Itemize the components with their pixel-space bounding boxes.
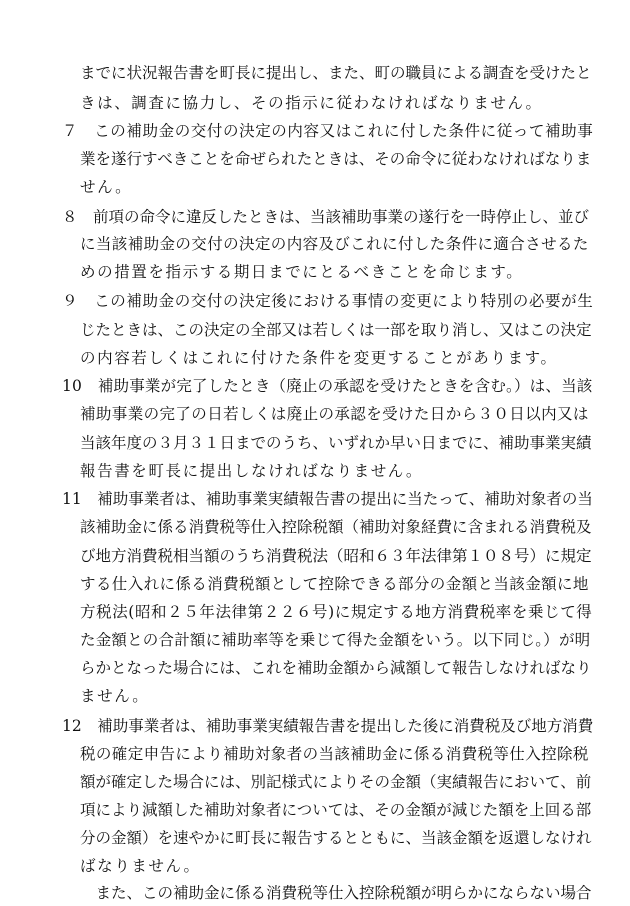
text-line: 当該年度の３月３１日までのうち、いずれか早い日までに、補助事業実績 xyxy=(80,434,592,452)
text-line: 額が確定した場合には、別記様式によりその金額（実績報告において、前 xyxy=(80,773,592,791)
text-line: ９ この補助金の交付の決定後における事情の変更により特別の必要が生 xyxy=(62,292,594,310)
text-line: めの措置を指示する期日までにとるべきことを命じます。 xyxy=(80,263,524,281)
text-line: 報告書を町長に提出しなければなりません。 xyxy=(80,462,423,480)
text-line: ８ 前項の命令に違反したときは、当該補助事業の遂行を一時停止し、並び xyxy=(62,208,590,226)
text-line: 11 補助事業者は、補助事業実績報告書の提出に当たって、補助対象者の当 xyxy=(62,490,593,508)
text-line: きは、調査に協力し、その指示に従わなければなりません。 xyxy=(80,94,543,112)
text-line: までに状況報告書を町長に提出し、また、町の職員による調査を受けたと xyxy=(80,64,592,82)
text-line: ません。 xyxy=(80,687,150,705)
text-line: 該補助金に係る消費税等仕入控除税額（補助対象経費に含まれる消費税及 xyxy=(80,518,592,536)
text-line: 10 補助事業が完了したとき（廃止の承認を受けたときを含む。）は、当該 xyxy=(62,377,593,395)
text-line: する仕入れに係る消費税額として控除できる部分の金額と当該金額に地 xyxy=(80,575,589,593)
text-line: 12 補助事業者は、補助事業実績報告書を提出した後に消費税及び地方消費 xyxy=(62,717,594,735)
text-line: せん。 xyxy=(80,178,133,196)
text-line: 分の金額）を速やかに町長に報告するとともに、当該金額を返還しなけれ xyxy=(80,829,592,847)
text-line: た金額との合計額に補助率等を乗じて得た金額をいう。以下同じ。）が明 xyxy=(80,631,591,649)
text-line: に当該補助金の交付の決定の内容及びこれに付した条件に適合させるた xyxy=(80,235,589,253)
text-line: 補助事業の完了の日若しくは廃止の承認を受けた日から３０日以内又は xyxy=(80,405,589,423)
text-line: び地方消費税相当額のうち消費税法（昭和６３年法律第１０８号）に規定 xyxy=(80,547,592,565)
text-line: 税の確定申告により補助対象者の当該補助金に係る消費税等仕入控除税 xyxy=(80,745,589,763)
text-line: 業を遂行すべきことを命ぜられたときは、その命令に従わなければなりま xyxy=(80,150,592,168)
text-line: 方税法(昭和２５年法律第２２６号)に規定する地方消費税率を乗じて得 xyxy=(80,603,593,621)
text-line: ７ この補助金の交付の決定の内容又はこれに付した条件に従って補助事 xyxy=(62,122,594,140)
text-line: じたときは、この決定の全部又は若しくは一部を取り消し、又はこの決定 xyxy=(80,321,592,339)
text-line: また、この補助金に係る消費税等仕入控除税額が明らかにならない場合 xyxy=(80,884,592,902)
text-line: 項により減額した補助対象者については、その金額が減じた額を上回る部 xyxy=(80,801,592,819)
text-line: の内容若しくはこれに付けた条件を変更することがあります。 xyxy=(80,349,558,367)
text-line: らかとなった場合には、これを補助金額から減額して報告しなければなり xyxy=(80,659,592,677)
text-line: ばなりません。 xyxy=(80,857,201,875)
